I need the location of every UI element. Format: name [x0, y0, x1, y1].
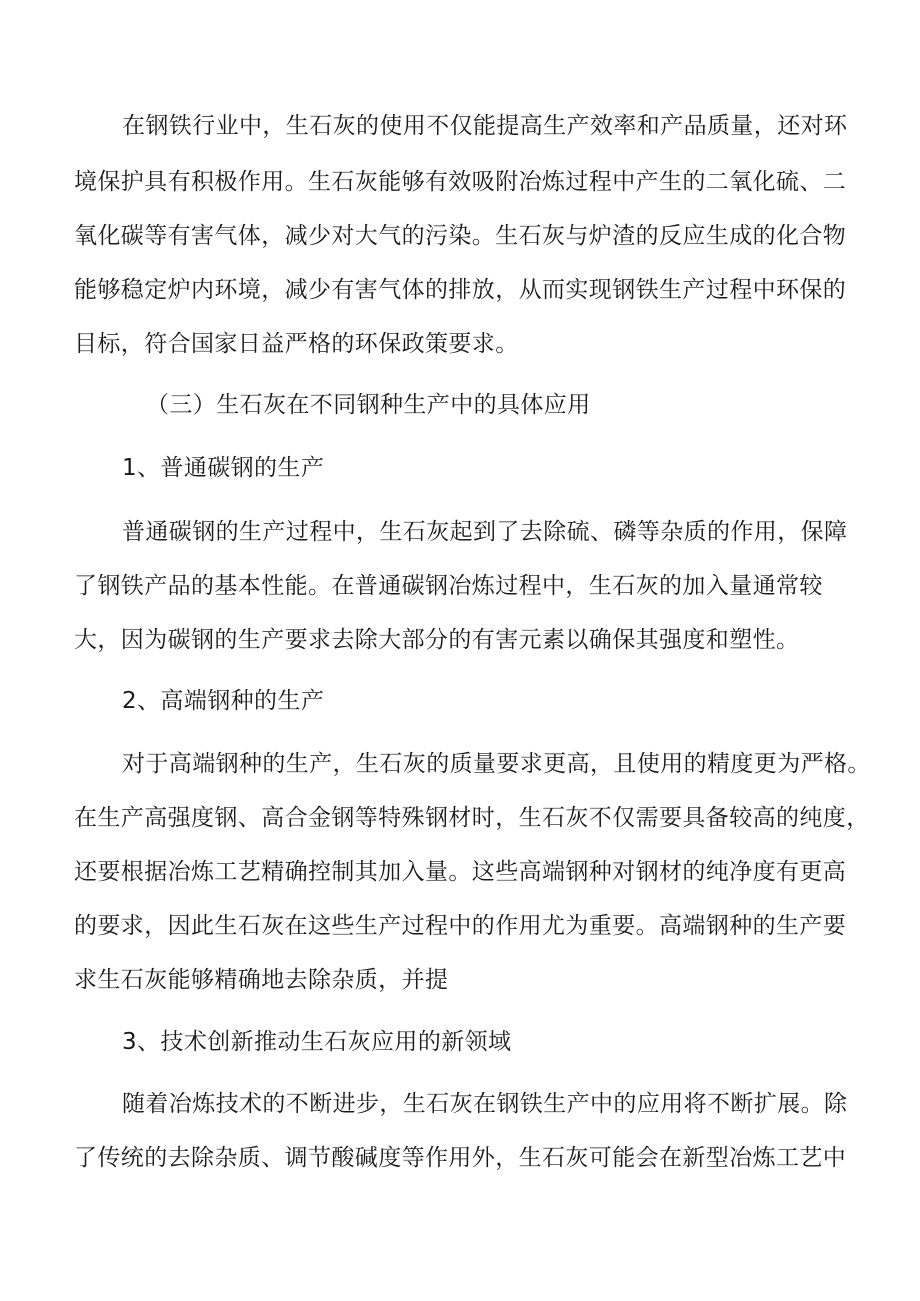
sub1-heading: 1、普通碳钢的生产 — [122, 455, 325, 481]
sub2-line-2: 在生产高强度钢、高合金钢等特殊钢材时，生石灰不仅需要具备较高的纯度， — [74, 805, 870, 831]
section-heading: （三）生石灰在不同钢种生产中的具体应用 — [146, 392, 591, 418]
sub1-line-2: 了钢铁产品的基本性能。在普通碳钢冶炼过程中，生石灰的加入量通常较 — [74, 573, 823, 599]
paragraph-1-line-2: 境保护具有积极作用。生石灰能够有效吸附冶炼过程中产生的二氧化硫、二 — [74, 169, 847, 195]
paragraph-1-line-1: 在钢铁行业中，生石灰的使用不仅能提高生产效率和产品质量，还对环 — [122, 113, 848, 139]
sub3-line-2: 了传统的去除杂质、调节酸碱度等作用外，生石灰可能会在新型冶炼工艺中 — [74, 1145, 847, 1171]
sub3-heading: 3、技术创新推动生石灰应用的新领域 — [122, 1029, 512, 1055]
sub2-heading: 2、高端钢种的生产 — [122, 688, 325, 714]
sub2-line-4: 的要求，因此生石灰在这些生产过程中的作用尤为重要。高端钢种的生产要 — [74, 913, 847, 939]
sub1-line-1: 普通碳钢的生产过程中，生石灰起到了去除硫、磷等杂质的作用，保障 — [122, 519, 848, 545]
paragraph-1-line-4: 能够稳定炉内环境，减少有害气体的排放，从而实现钢铁生产过程中环保的 — [74, 277, 847, 303]
sub1-line-3: 大，因为碳钢的生产要求去除大部分的有害元素以确保其强度和塑性。 — [74, 627, 800, 653]
paragraph-1-line-5: 目标，符合国家日益严格的环保政策要求。 — [74, 331, 519, 357]
sub2-line-3: 还要根据冶炼工艺精确控制其加入量。这些高端钢种对钢材的纯净度有更高 — [74, 859, 847, 885]
paragraph-1-line-3: 氧化碳等有害气体，减少对大气的污染。生石灰与炉渣的反应生成的化合物 — [74, 223, 847, 249]
sub2-line-5: 求生石灰能够精确地去除杂质，并提 — [74, 967, 449, 993]
sub3-line-1: 随着冶炼技术的不断进步，生石灰在钢铁生产中的应用将不断扩展。除 — [122, 1091, 848, 1117]
sub2-line-1: 对于高端钢种的生产，生石灰的质量要求更高，且使用的精度更为严格。 — [122, 751, 871, 777]
